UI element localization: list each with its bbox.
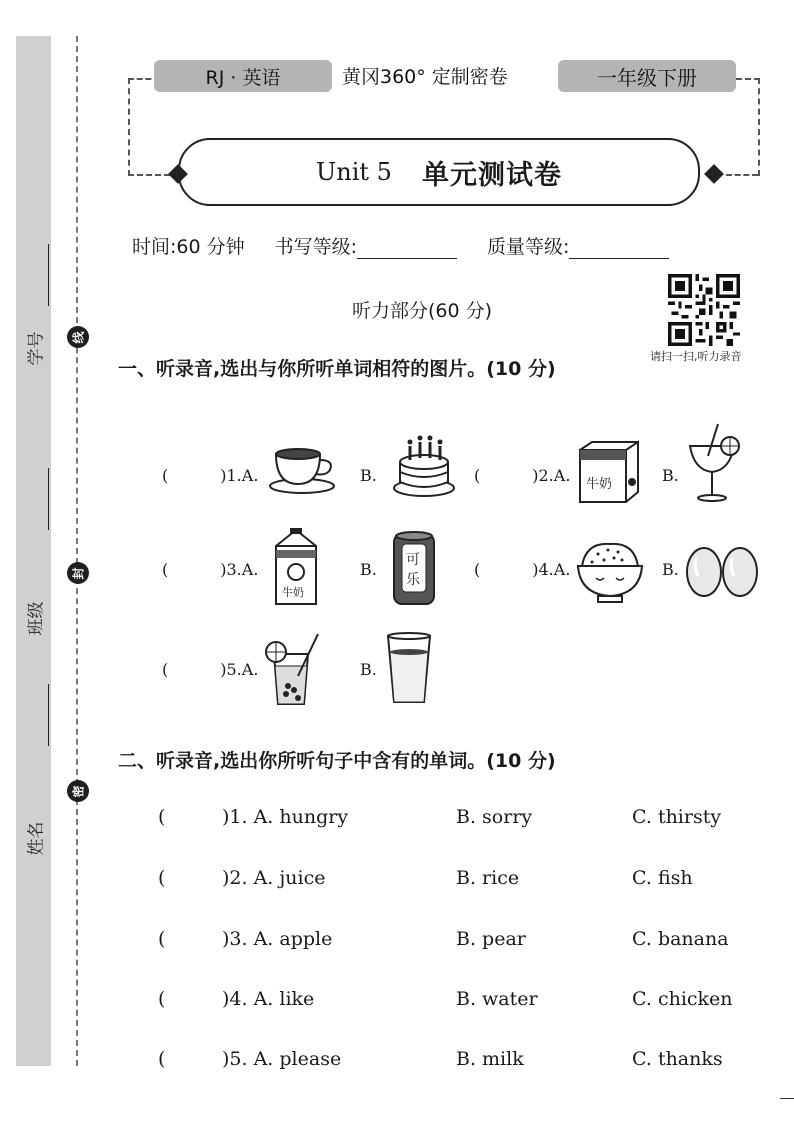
rice-bowl-icon bbox=[574, 536, 646, 608]
name-blank bbox=[48, 684, 49, 746]
part2-q2-a: )2. A. juice bbox=[222, 867, 326, 889]
juice-glass-icon bbox=[262, 630, 328, 708]
part1-question-3: ( ) 3.A. bbox=[162, 560, 259, 579]
part2-q3-a: )3. A. apple bbox=[222, 928, 333, 950]
water-glass-icon bbox=[386, 632, 432, 706]
part2-q1-b: B. sorry bbox=[456, 806, 533, 828]
part2-heading: 二、听录音,选出你所听句子中含有的单词。(10 分) bbox=[118, 750, 556, 772]
part2-q5-a: )5. A. please bbox=[222, 1048, 342, 1070]
header-frame-left bbox=[128, 78, 160, 176]
part1-question-2: ( ) 2.A. bbox=[474, 466, 571, 485]
svg-text:牛奶: 牛奶 bbox=[282, 586, 304, 599]
part1-heading: 一、听录音,选出与你所听单词相符的图片。(10 分) bbox=[118, 358, 556, 380]
exam-meta bbox=[132, 232, 772, 259]
part2-q4-b: B. water bbox=[456, 988, 538, 1010]
header-frame-right-bottom bbox=[726, 174, 758, 176]
header-frame-right bbox=[736, 78, 760, 176]
part1-q2-b-label: B. bbox=[662, 466, 679, 485]
seal-line: 线 bbox=[67, 326, 89, 348]
part1-q4-b-label: B. bbox=[662, 560, 679, 579]
page-title: 单元测试卷 bbox=[421, 159, 562, 191]
qr-code-icon[interactable] bbox=[668, 274, 740, 346]
part1-question-1: ( ) 1.A. bbox=[162, 466, 259, 485]
svg-text:可: 可 bbox=[406, 552, 420, 568]
quality-grade-label: 质量等级: bbox=[487, 236, 570, 258]
svg-text:乐: 乐 bbox=[406, 572, 420, 588]
brand-title: 黄冈360° 定制密卷 bbox=[342, 66, 508, 88]
cola-can-icon bbox=[392, 530, 436, 608]
binding-strip bbox=[16, 36, 51, 1066]
writing-grade-blank[interactable] bbox=[357, 236, 457, 259]
part2-q1-c: C. thirsty bbox=[632, 806, 722, 828]
milk-box-icon bbox=[576, 440, 642, 504]
part2-q3-b: B. pear bbox=[456, 928, 526, 950]
part2-q2-b: B. rice bbox=[456, 867, 520, 889]
header-frame-left-bottom bbox=[128, 174, 170, 176]
class-blank bbox=[48, 468, 49, 530]
quality-grade-blank[interactable] bbox=[569, 236, 669, 259]
part1-question-5: ( ) 5.A. bbox=[162, 660, 259, 679]
diamond-right-icon bbox=[704, 164, 724, 184]
part1-q5-b-label: B. bbox=[360, 660, 377, 679]
part2-q5-c: C. thanks bbox=[632, 1048, 723, 1070]
cut-line bbox=[76, 36, 78, 1066]
time-limit: 时间:60 分钟 bbox=[132, 236, 245, 258]
part1-question-4: ( ) 4.A. bbox=[474, 560, 571, 579]
part1-q1-b-label: B. bbox=[360, 466, 377, 485]
coffee-cup-icon bbox=[266, 440, 338, 496]
part2-q4-c: C. chicken bbox=[632, 988, 733, 1010]
birthday-cake-icon bbox=[390, 432, 458, 498]
page-edge-mark bbox=[780, 1098, 794, 1099]
cocktail-icon bbox=[686, 420, 742, 504]
writing-grade-label: 书写等级: bbox=[274, 236, 358, 258]
student-id-blank bbox=[48, 244, 49, 306]
title-banner bbox=[178, 138, 700, 206]
part1-q3-b-label: B. bbox=[360, 560, 377, 579]
name-field: 姓名 bbox=[26, 821, 46, 856]
grade-badge: 一年级下册 bbox=[558, 60, 736, 92]
part2-q2-c: C. fish bbox=[632, 867, 693, 889]
part2-q3-c: C. banana bbox=[632, 928, 729, 950]
eggs-icon bbox=[684, 544, 760, 600]
part2-q4-a: )4. A. like bbox=[222, 988, 315, 1010]
svg-text:牛奶: 牛奶 bbox=[586, 477, 613, 492]
subject-badge: RJ · 英语 bbox=[154, 60, 332, 92]
part2-q1-a: )1. A. hungry bbox=[222, 806, 349, 828]
student-id-field: 学号 bbox=[26, 331, 46, 366]
part2-q5-b: B. milk bbox=[456, 1048, 524, 1070]
unit-label: Unit 5 bbox=[316, 158, 392, 186]
class-field: 班级 bbox=[26, 601, 46, 636]
seal-secret: 密 bbox=[67, 780, 89, 802]
seal-seal: 封 bbox=[67, 562, 89, 584]
listening-heading: 听力部分(60 分) bbox=[352, 300, 493, 322]
qr-caption: 请扫一扫,听力录音 bbox=[650, 350, 742, 363]
milk-carton-icon bbox=[270, 528, 322, 608]
